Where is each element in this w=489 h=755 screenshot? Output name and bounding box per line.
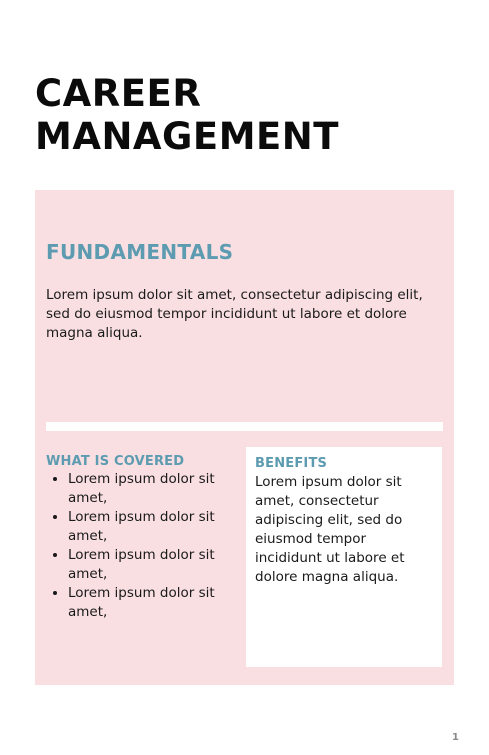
what-is-covered-heading: WHAT IS COVERED	[46, 454, 185, 469]
title-line-2: MANAGEMENT	[35, 115, 339, 158]
fundamentals-panel	[35, 190, 454, 685]
what-is-covered-section	[46, 454, 236, 622]
list-item: • Lorem ipsum dolor sit amet,	[68, 470, 236, 508]
page-number: 1	[452, 732, 459, 743]
page-title	[35, 72, 339, 158]
fundamentals-text: Lorem ipsum dolor sit amet, consectetur adipiscing elit, sed do eiusmod tempor incididunt ut labore et dolore magna aliqua.	[46, 287, 423, 341]
benefits-box	[246, 447, 442, 667]
section-divider	[46, 422, 443, 431]
list-item: • Lorem ipsum dolor sit amet,	[68, 584, 236, 622]
benefits-text: Lorem ipsum dolor sit amet, consectetur adipiscing elit, sed do eiusmod tempor incididunt ut labore et dolore magna aliqua.	[255, 474, 405, 585]
list-item: • Lorem ipsum dolor sit amet,	[68, 546, 236, 584]
list-item: • Lorem ipsum dolor sit amet,	[68, 508, 236, 546]
title-line-1: CAREER	[35, 72, 202, 115]
fundamentals-heading: FUNDAMENTALS	[46, 240, 234, 264]
covered-list	[46, 470, 236, 622]
benefits-heading: BENEFITS	[255, 456, 328, 471]
